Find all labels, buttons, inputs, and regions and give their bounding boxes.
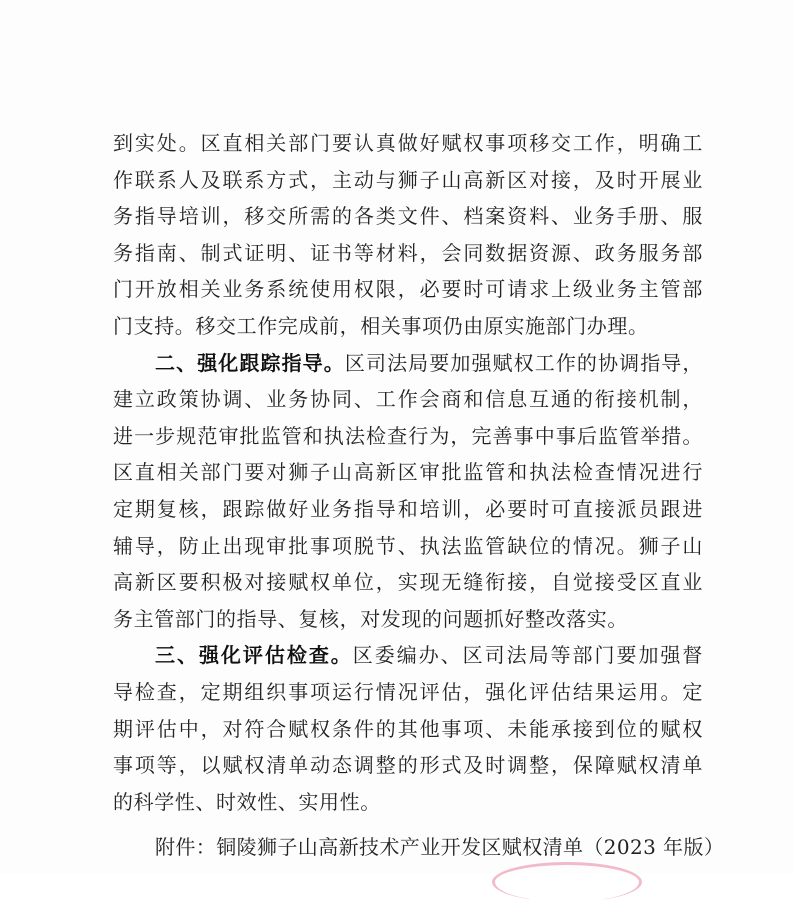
attachment-line: 附件：铜陵狮子山高新技术产业开发区赋权清单（2023 年版） [155,835,725,859]
paragraph-line: 导检查，定期组织事项运行情况评估，强化评估结果运用。定 [113,679,703,704]
section-3-heading: 三、强化评估检查。 [155,643,353,668]
paragraph-line: 高新区要积极对接赋权单位，实现无缝衔接，自觉接受区直业 [113,570,703,595]
section-2-first-line [113,345,703,382]
section-2-heading: 二、强化跟踪指导。 [155,350,345,375]
paragraph-line: 门支持。移交工作完成前，相关事项仍由原实施部门办理。 [113,313,649,338]
official-seal [492,862,642,902]
paragraph-line: 作联系人及联系方式，主动与狮子山高新区对接，及时开展业 [113,167,703,192]
paragraph-line: 进一步规范审批监管和执法检查行为，完善事中事后监管举措。 [113,423,703,448]
paragraph-line: 务主管部门的指导、复核，对发现的问题抓好整改落实。 [113,606,628,631]
paragraph-line: 门开放相关业务系统使用权限，必要时可请求上级业务主管部 [113,277,703,302]
section-2-text: 区司法局要加强赋权工作的协调指导， [344,350,704,375]
paragraph-line: 到实处。区直相关部门要认真做好赋权事项移交工作，明确工 [113,131,703,155]
paragraph-line: 事项等，以赋权清单动态调整的形式及时调整，保障赋权清单 [113,753,703,778]
paragraph-line: 的科学性、时效性、实用性。 [113,789,381,814]
section-3-first-line [113,637,703,674]
paragraph-line: 务指导培训，移交所需的各类文件、档案资料、业务手册、服 [113,204,703,229]
paragraph-line: 区直相关部门要对狮子山高新区审批监管和执法检查情况进行 [113,460,703,485]
paragraph-line: 期评估中，对符合赋权条件的其他事项、未能承接到位的赋权 [113,716,703,741]
paragraph-line: 务指南、制式证明、证书等材料，会同数据资源、政务服务部 [113,240,703,265]
section-3-text: 区委编办、区司法局等部门要加强督 [352,643,703,668]
paragraph-line: 建立政策协调、业务协同、工作会商和信息互通的衔接机制， [113,387,703,412]
document-body [113,125,703,820]
paragraph-line: 定期复核，跟踪做好业务指导和培训，必要时可直接派员跟进 [113,496,703,521]
paragraph-line: 辅导，防止出现审批事项脱节、执法监管缺位的情况。狮子山 [113,533,703,558]
